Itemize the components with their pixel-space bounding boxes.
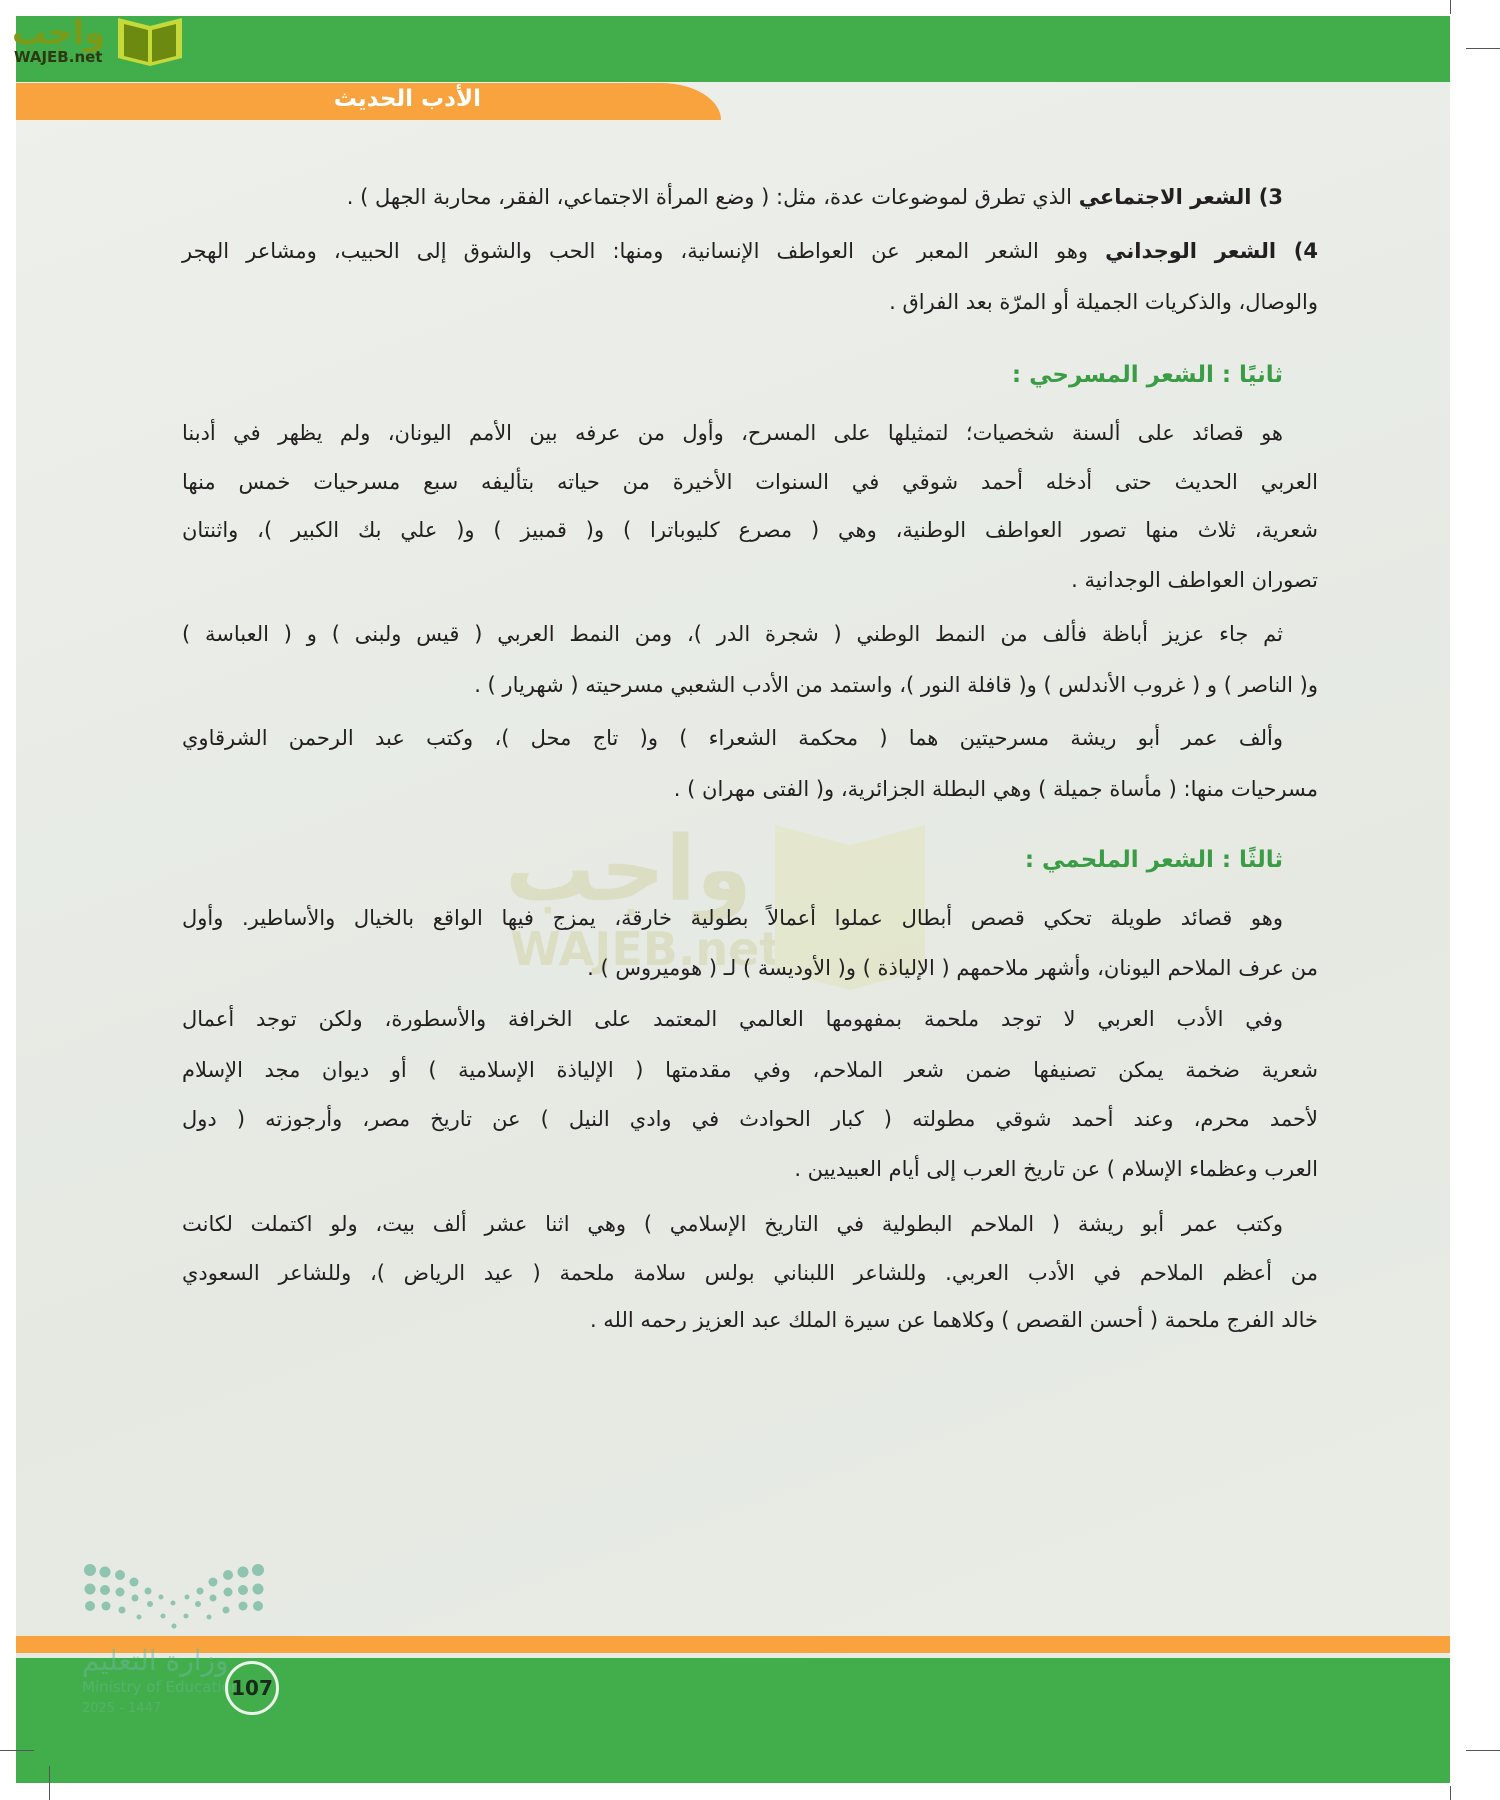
item-social-poetry [182,177,1283,217]
section-heading-epic: ثالثًا : الشعر الملحمي : [1024,847,1283,873]
paragraph-line: لأحمد محرم، وعند أحمد شوقي مطولته ( كبار الحوادث في وادي النيل ) عن تاريخ مصر، وأرجوزته ( دول [182,1107,1318,1131]
paragraph-line: و( الناصر ) و ( غروب الأندلس ) و( قافلة النور )، واستمد من الأدب الشعبي مسرحيته ( شهريار ) . [474,673,1318,697]
paragraph-line: شعرية، ثلاث منها تصور العواطف الوطنية، وهي ( مصرع كليوباترا ) و( قمبيز ) و( علي بك الكبير )، واثنتان [182,518,1318,542]
item-text: وهو الشعر المعبر عن العواطف الإنسانية، ومنها: الحب والشوق إلى الحبيب، ومشاعر الهجر [182,239,1106,263]
wajeb-logo [10,4,190,70]
item-emotional-poetry [182,231,1318,271]
svg-text:WAJEB.net: WAJEB.net [510,922,782,976]
paragraph-line: شعرية ضخمة يمكن تصنيفها ضمن شعر الملاحم، وفي مقدمتها ( الإلياذة الإسلامية ) أو ديوان مجد الإسلام [182,1058,1318,1082]
crop-mark [1450,0,1451,14]
crop-mark [1466,48,1500,49]
paragraph-line: هو قصائد على ألسنة شخصيات؛ لتمثيلها على المسرح، وأول من عرفه بين الأمم اليونان، ولم يظهر في أدبنا [182,421,1283,445]
svg-text:واجب: واجب [505,817,752,922]
item-label: 4) الشعر الوجداني [1105,239,1319,263]
paragraph-line: ثم جاء عزيز أباظة فألف من النمط الوطني ( شجرة الدر )، ومن النمط العربي ( قيس ولبنى ) و ( العباسة ) [182,622,1283,646]
paragraph-line: وكتب عمر أبو ريشة ( الملاحم البطولية في التاريخ الإسلامي ) وهي اثنا عشر ألف بيت، ولو اكتملت لكانت [182,1212,1283,1236]
crop-mark [1450,1786,1451,1800]
svg-text:2025 - 1447: 2025 - 1447 [82,1701,162,1716]
svg-text:وزارة التعليم: وزارة التعليم [82,1644,229,1677]
crop-mark [49,1766,50,1800]
paragraph-line: وألف عمر أبو ريشة مسرحيتين هما ( محكمة الشعراء ) و( تاج محل )، وكتب عبد الرحمن الشرقاوي [182,726,1283,750]
item-label: 3) الشعر الاجتماعي [1078,185,1283,209]
crop-mark [0,1750,34,1751]
paragraph-line: خالد الفرج ملحمة ( أحسن القصص ) وكلاهما عن سيرة الملك عبد العزيز رحمه الله . [589,1308,1318,1332]
paragraph-line: والوصال، والذكريات الجميلة أو المرّة بعد الفراق . [889,290,1318,314]
paragraph-line: وفي الأدب العربي لا توجد ملحمة بمفهومها العالمي المعتمد على الخرافة والأسطورة، ولكن توجد أعمال [182,1007,1283,1031]
paragraph-line: العرب وعظماء الإسلام ) عن تاريخ العرب إلى أيام العبيديين . [794,1157,1318,1181]
svg-text:واجب: واجب [12,13,106,53]
svg-text:Ministry of Education: Ministry of Education [82,1678,241,1696]
paragraph-line: من أعظم الملاحم في الأدب العربي. وللشاعر اللبناني بولس سلامة ملحمة ( عيد الرياض )، وللشاعر السعودي [182,1261,1318,1285]
header-band [16,16,1450,82]
section-heading-theatrical: ثانيًا : الشعر المسرحي : [1011,362,1283,388]
paragraph-line: العربي الحديث حتى أدخله أحمد شوقي في السنوات الأخيرة من حياته بتأليفه سبع مسرحيات خمس منها [182,470,1318,494]
crop-mark [1466,1750,1500,1751]
chapter-title: الأدب الحديث [333,86,481,112]
paragraph-line: من عرف الملاحم اليونان، وأشهر ملاحمهم ( الإلياذة ) و( الأوديسة ) لـ ( هوميروس ) . [587,956,1318,980]
page-number: 107 [225,1661,279,1715]
item-text: الذي تطرق لموضوعات عدة، مثل: ( وضع المرأة الاجتماعي، الفقر، محاربة الجهل ) . [346,185,1079,209]
paragraph-line: مسرحيات منها: ( مأساة جميلة ) وهي البطلة الجزائرية، و( الفتى مهران ) . [673,777,1318,801]
svg-text:WAJEB.net: WAJEB.net [14,48,103,66]
paragraph-line: وهو قصائد طويلة تحكي قصص أبطال عملوا أعمالاً بطولية خارقة، يمزج فيها الواقع بالخيال والأساطير. وأول [182,906,1283,930]
chapter-title-bar [16,83,721,120]
paragraph-line: تصوران العواطف الوجدانية . [1071,568,1318,592]
